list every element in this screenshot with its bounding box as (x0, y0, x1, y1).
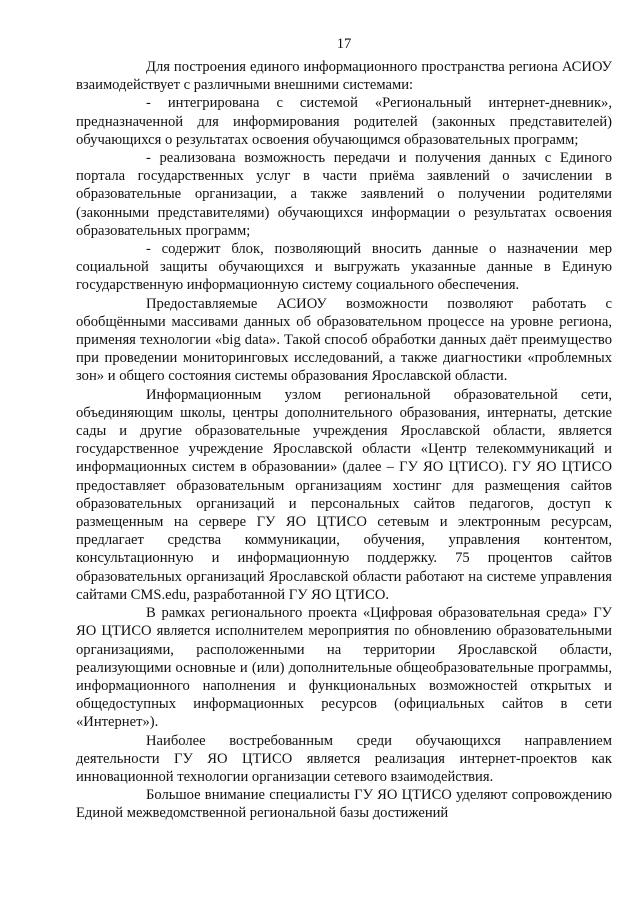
paragraph-list-item-diary: - интегрирована с системой «Региональный интернет-дневник», предназначенной для информирования родителей (законных представителей) обучающихся о результатах освоения обучающимся образовательных программ; (76, 95, 612, 148)
paragraph-ctiso: Информационным узлом региональной образовательной сети, объединяющим школы, центры дополнительного образования, интернаты, детские сады и другие образовательные учреждения Ярославской области, является государственное учреждение Ярославской области «Центр телекоммуникаций и информационных систем в образовании» (далее – ГУ ЯО ЦТИСО). ГУ ЯО ЦТИСО предоставляет образовательным организациям хостинг для размещения сайтов образовательных организаций и персональных сайтов педагогов, доступ к размещенным на сервере ГУ ЯО ЦТИСО сетевым и электронным ресурсам, предлагает средства коммуникации, обучения, управления контентом, консультационную и информационную поддержку. 75 процентов сайтов образовательных организаций Ярославской области работают на системе управления сайтами CMS.edu, разработанной ГУ ЯО ЦТИСО. (76, 386, 612, 603)
paragraph-internet-projects: Наиболее востребованным среди обучающихся направлением деятельности ГУ ЯО ЦТИСО является реализация интернет-проектов как инновационной технологии организации сетевого взаимодействия. (76, 732, 612, 785)
paragraph-big-data: Предоставляемые АСИОУ возможности позволяют работать с обобщёнными массивами данных об образовательном процессе на уровне региона, применяя технологии «big data». Такой способ обработки данных даёт преимущество при проведении мониторинговых исследований, а также диагностики «проблемных зон» и общего состояния системы образования Ярославской области. (76, 295, 612, 385)
paragraph-achievements-base: Большое внимание специалисты ГУ ЯО ЦТИСО уделяют сопровождению Единой межведомственной региональной базы достижений (76, 787, 612, 822)
paragraph-digital-environment: В рамках регионального проекта «Цифровая образовательная среда» ГУ ЯО ЦТИСО является исполнителем мероприятия по обновлению образовательными организациями, расположенными на территории Ярославской области, реализующими основные и (или) дополнительные общеобразовательные программы, информационного наполнения и функциональных возможностей открытых и общедоступных информационных ресурсов (официальных сайтов в сети «Интернет»). (76, 605, 612, 731)
paragraph-intro: Для построения единого информационного пространства региона АСИОУ взаимодействует с различными внешними системами: (76, 59, 612, 94)
paragraph-list-item-social: - содержит блок, позволяющий вносить данные о назначении мер социальной защиты обучающихся и выгружать указанные данные в Единую государственную информационную систему социального обеспечения. (76, 241, 612, 294)
document-page (76, 34, 612, 823)
page-number: 17 (336, 36, 352, 52)
paragraph-list-item-portal: - реализована возможность передачи и получения данных с Единого портала государственных услуг в части приёма заявлений о зачислении в образовательные организации, а также заявлений о получении родителями (законными представителями) обучающихся информации о результатах освоения образовательных программ; (76, 150, 612, 239)
